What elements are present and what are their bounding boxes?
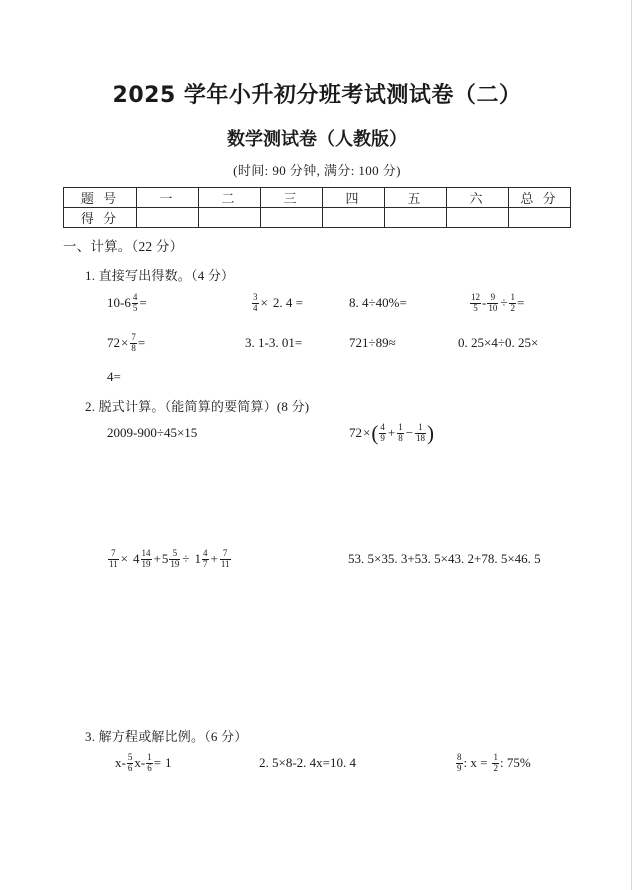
score-cell-6[interactable]	[447, 208, 509, 228]
problem-row	[85, 288, 571, 322]
problem-2-1-2: 72×( $\frac{4}{9}$ + $\frac{1}{8}$ − $\frac{1}{18}$ )	[349, 421, 435, 446]
problem-1-2-1: 72× $\frac{7}{8}$ =	[107, 332, 146, 354]
problem-2-2-1: $\frac{7}{11}$ × 4 $\frac{14}{19}$ +5 $\frac{5}{19}$ ÷ 1 $\frac{4}{7}$ + $\frac{7}{11}$	[109, 548, 230, 570]
subsection-heading-1-3: 3. 解方程或解比例。（6 分）	[85, 729, 248, 744]
row-label-score: 得 分	[64, 208, 137, 228]
page-subtitle: 数学测试卷（人教版）	[227, 129, 407, 150]
problem-3-1-3: $\frac{8}{9}$ : x = $\frac{1}{2}$ : 75%	[457, 752, 531, 774]
problem-row	[85, 418, 571, 452]
problem-1-1-4: $\frac{12}{5}$ - $\frac{9}{10}$ ÷ $\frac{1}{2}$ =	[471, 292, 525, 314]
section-heading-1: 一、计算。（22 分）	[63, 239, 184, 254]
problem-1-1-2: $\frac{3}{4}$ × 2. 4 =	[253, 292, 303, 314]
problem-2-2-2: 53. 5×35. 3+53. 5×43. 2+78. 5×46. 5	[348, 551, 541, 566]
problem-1-2-3: 721÷89≈	[349, 335, 396, 350]
subsection-heading-1-2: 2. 脱式计算。（能简算的要简算）(8 分)	[85, 399, 310, 414]
row-label-question-number: 题 号	[64, 188, 137, 208]
problem-row	[85, 328, 571, 362]
problem-2-1-1: 2009-900÷45×15	[107, 425, 198, 440]
problem-1-1-3: 8. 4÷40%=	[349, 295, 407, 310]
score-column-header-4: 四	[323, 188, 385, 208]
exam-info-note: (时间: 90 分钟, 满分: 100 分)	[233, 163, 401, 178]
table-row-question-numbers	[64, 188, 571, 208]
problem-3-1-1: x- $\frac{5}{6}$ x- $\frac{1}{6}$ = 1	[115, 752, 172, 774]
problem-1-2-2: 3. 1-3. 01=	[245, 335, 303, 350]
problem-1-2-4: 0. 25×4÷0. 25×	[458, 335, 539, 350]
score-column-header-3: 三	[261, 188, 323, 208]
problem-1-1-1: 10-6 $\frac{4}{5}$ =	[107, 292, 147, 314]
score-column-header-5: 五	[385, 188, 447, 208]
problem-row	[85, 362, 571, 388]
score-cell-1[interactable]	[137, 208, 199, 228]
problem-1-2-4-wrap: 4=	[107, 369, 121, 384]
subsection-heading-1-1: 1. 直接写出得数。（4 分）	[85, 268, 235, 283]
score-cell-total[interactable]	[509, 208, 571, 228]
score-cell-4[interactable]	[323, 208, 385, 228]
score-cell-2[interactable]	[199, 208, 261, 228]
score-column-header-1: 一	[137, 188, 199, 208]
page-title: 2025 学年小升初分班考试测试卷（二）	[112, 83, 522, 108]
score-column-header-total: 总 分	[509, 188, 571, 208]
score-column-header-2: 二	[199, 188, 261, 208]
problem-3-1-2: 2. 5×8-2. 4x=10. 4	[259, 755, 356, 770]
table-row-scores	[64, 208, 571, 228]
problem-row	[85, 748, 571, 782]
score-cell-5[interactable]	[385, 208, 447, 228]
score-column-header-6: 六	[447, 188, 509, 208]
score-cell-3[interactable]	[261, 208, 323, 228]
score-table	[63, 187, 571, 228]
page-content	[63, 0, 571, 782]
problem-row	[85, 544, 571, 578]
